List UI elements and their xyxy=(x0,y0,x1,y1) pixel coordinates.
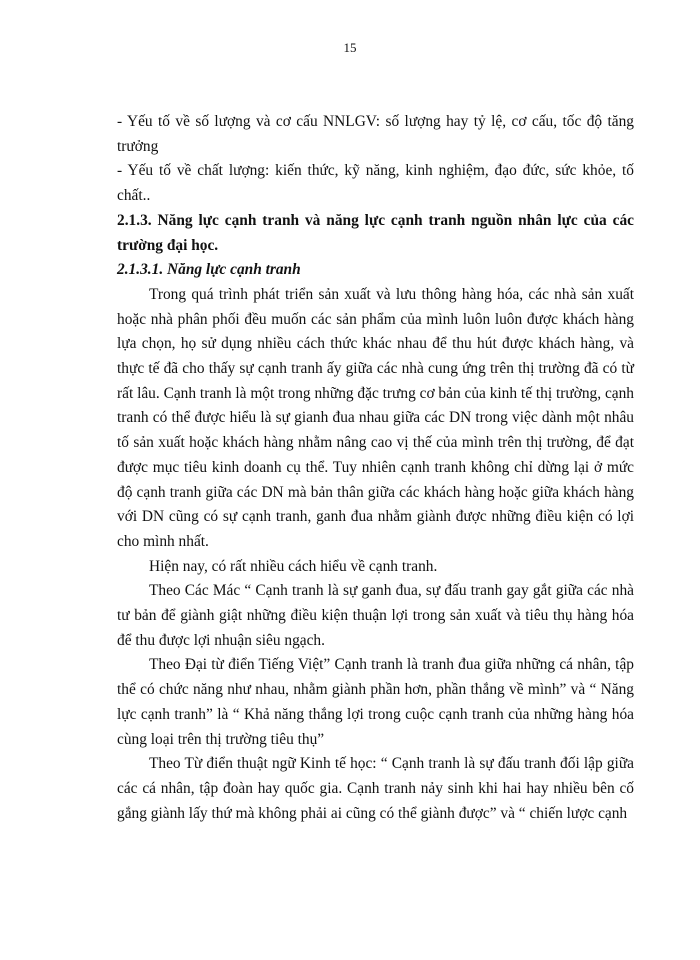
document-body xyxy=(117,110,634,826)
page-number: 15 xyxy=(343,40,357,55)
section-heading: 2.1.3. Năng lực cạnh tranh và năng lực cạnh tranh nguồn nhân lực của các trường đại học. xyxy=(117,211,634,254)
paragraph-intro: Trong quá trình phát triển sản xuất và lưu thông hàng hóa, các nhà sản xuất hoặc nhà phân phối đều muốn các sản phẩm của mình luôn luôn được khách hàng lựa chọn, họ sử dụng nhiều cách thức khác nhau để thu hút được khách hàng, và thực tế đã cho thấy sự cạnh tranh ấy giữa các nhà cung ứng trên thị trường đã có từ rất lâu. Cạnh tranh là một trong những đặc trưng cơ bản của kinh tế thị trường, cạnh tranh có thể được hiểu là sự gianh đua nhau giữa các DN trong việc dành một nhâu tố sản xuất hoặc khách hàng nhằm nâng cao vị thế của mình trên thị trường, để đạt được mục tiêu kinh doanh cụ thể. Tuy nhiên cạnh tranh không chỉ dừng lại ở mức độ cạnh tranh giữa các DN mà bản thân giữa các khách hàng hoặc giữa khách hàng với DN cũng có sự cạnh tranh, ganh đua nhằm giành được những điều kiện có lợi cho mình nhất. xyxy=(117,285,634,550)
paragraph-definitions-intro: Hiện nay, có rất nhiều cách hiểu về cạnh tranh. xyxy=(149,557,438,575)
paragraph-economics-definition: Theo Từ điển thuật ngữ Kinh tế học: “ Cạnh tranh là sự đấu tranh đối lập giữa các cá nhân, tập đoàn hay quốc gia. Cạnh tranh nảy sinh khi hai hay nhiều bên cố gắng giành lấy thứ mà không phải ai cũng có thể giành được” và “ chiến lược cạnh xyxy=(117,755,634,822)
bullet-quantity-structure: - Yếu tố về số lượng và cơ cấu NNLGV: số lượng hay tỷ lệ, cơ cấu, tốc độ tăng trưởng xyxy=(117,113,634,155)
subsection-heading: 2.1.3.1. Năng lực cạnh tranh xyxy=(117,261,301,279)
paragraph-dictionary-definition: Theo Đại từ điển Tiếng Việt” Cạnh tranh là tranh đua giữa những cá nhân, tập thể có chức năng như nhau, nhằm giành phần hơn, phần thắng về mình” và “ Năng lực cạnh tranh” là “ Khả năng thắng lợi trong cuộc cạnh tranh của những hàng hóa cùng loại trên thị trường tiêu thụ” xyxy=(117,656,634,748)
bullet-quality: - Yếu tố về chất lượng: kiến thức, kỹ năng, kinh nghiệm, đạo đức, sức khỏe, tố chất.. xyxy=(117,162,634,205)
paragraph-marx-definition: Theo Các Mác “ Cạnh tranh là sự ganh đua, sự đấu tranh gay gắt giữa các nhà tư bản để giành giật những điều kiện thuận lợi trong sản xuất và tiêu thụ hàng hóa để thu được lợi nhuận siêu ngạch. xyxy=(117,582,634,649)
